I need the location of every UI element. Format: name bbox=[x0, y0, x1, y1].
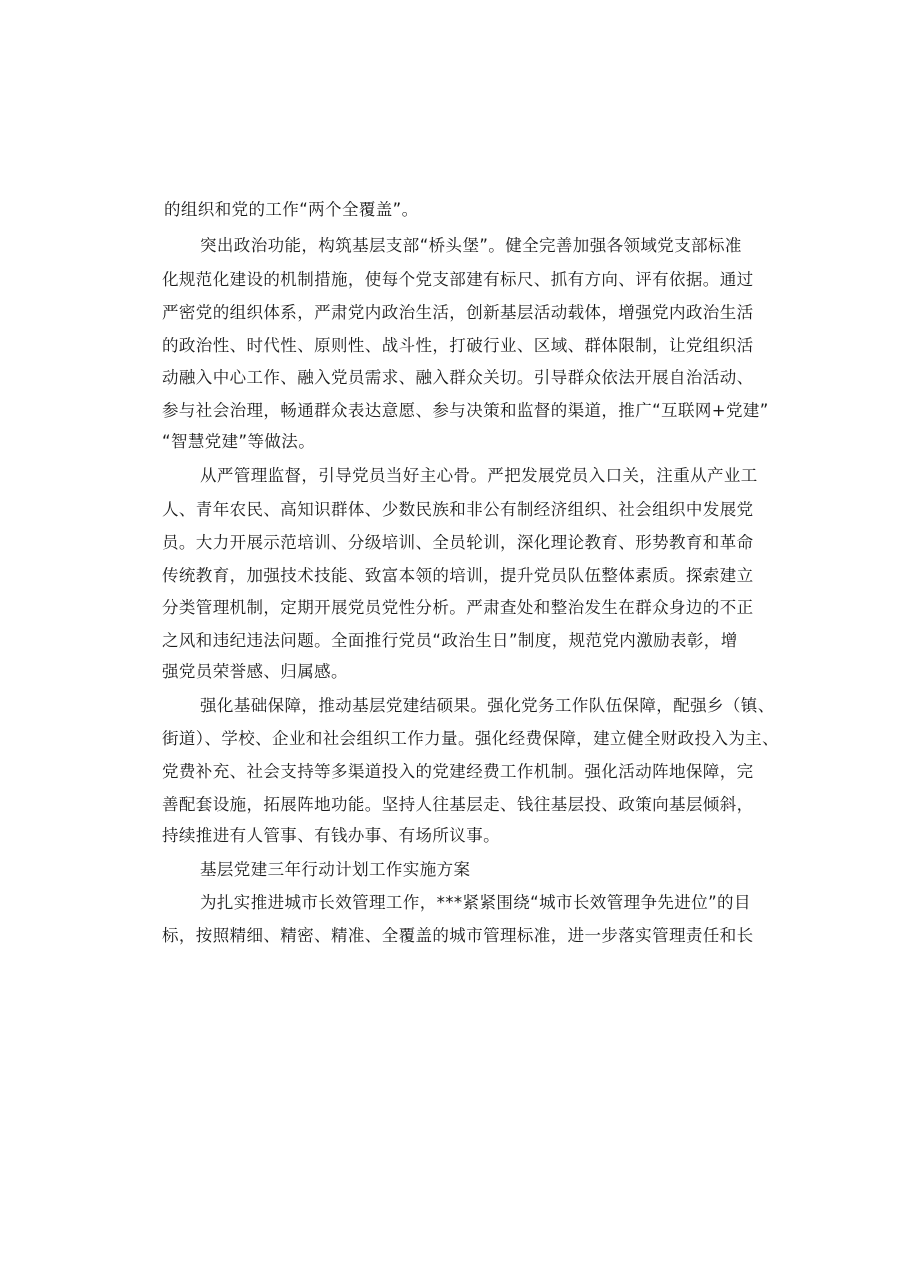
text-line: 严密党的组织体系，严肃党内政治生活，创新基层活动载体，增强党内政治生活 bbox=[162, 303, 754, 322]
text-line: 之风和违纪违法问题。全面推行党员“政治生日”制度，规范党内激励表彰，增 bbox=[162, 631, 738, 650]
text-line: 化规范化建设的机制措施，使每个党支部建有标尺、抓有方向、评有依据。通过 bbox=[162, 270, 754, 289]
paragraph-first-line: 强化基础保障，推动基层党建结硕果。强化党务工作队伍保障，配强乡（镇、 bbox=[200, 696, 775, 715]
text-line: 的政治性、时代性、原则性、战斗性，打破行业、区域、群体限制，让党组织活 bbox=[162, 336, 754, 355]
paragraph-first-line: 突出政治功能，构筑基层支部“桥头堡”。健全完善加强各领域党支部标准 bbox=[200, 236, 742, 255]
text-line: 员。大力开展示范培训、分级培训、全员轮训，深化理论教育、形势教育和革命 bbox=[162, 533, 754, 552]
text-line: 强党员荣誉感、归属感。 bbox=[162, 662, 348, 681]
text-line: 街道）、学校、企业和社会组织工作力量。强化经费保障，建立健全财政投入为主、 bbox=[162, 729, 780, 748]
text-line: 的组织和党的工作“两个全覆盖”。 bbox=[164, 200, 419, 219]
text-line: 持续推进有人管事、有钱办事、有场所议事。 bbox=[162, 826, 500, 845]
text-line: 动融入中心工作、融入党员需求、融入群众关切。引导群众依法开展自治活动、 bbox=[162, 368, 754, 387]
text-line: 分类管理机制，定期开展党员党性分析。严肃查处和整治发生在群众身边的不正 bbox=[162, 598, 754, 617]
text-line: 善配套设施，拓展阵地功能。坚持人往基层走、钱往基层投、政策向基层倾斜， bbox=[162, 795, 754, 814]
paragraph-first-line: 从严管理监督，引导党员当好主心骨。严把发展党员入口关，注重从产业工 bbox=[200, 466, 758, 485]
paragraph-first-line: 为扎实推进城市长效管理工作，***紧紧围绕“城市长效管理争先进位”的目 bbox=[200, 893, 751, 912]
text-line: 标，按照精细、精密、精准、全覆盖的城市管理标准，进一步落实管理责任和长 bbox=[162, 926, 754, 945]
text-line: 党费补充、社会支持等多渠道投入的党建经费工作机制。强化活动阵地保障，完 bbox=[162, 762, 754, 781]
section-title: 基层党建三年行动计划工作实施方案 bbox=[200, 860, 471, 879]
text-line: 参与社会治理，畅通群众表达意愿、参与决策和监督的渠道，推广“互联网+党建” bbox=[162, 401, 769, 420]
text-line: 人、青年农民、高知识群体、少数民族和非公有制经济组织、社会组织中发展党 bbox=[162, 500, 754, 519]
text-line: 传统教育，加强技术技能、致富本领的培训，提升党员队伍整体素质。探索建立 bbox=[162, 566, 754, 585]
text-line: “智慧党建”等做法。 bbox=[162, 432, 316, 451]
